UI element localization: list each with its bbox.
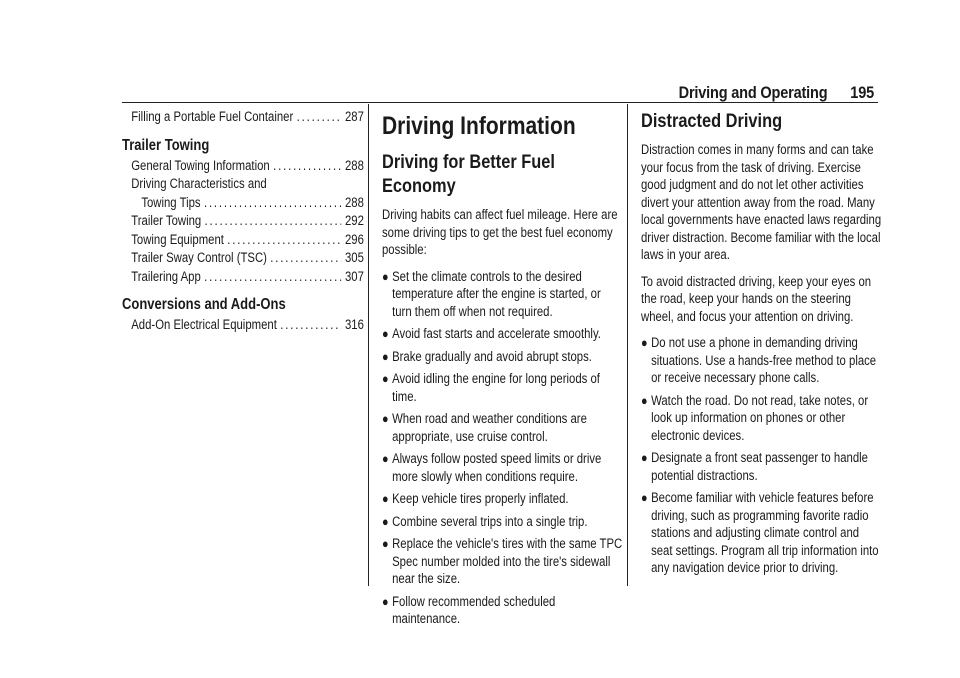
toc-entry-page: 307 — [344, 268, 364, 284]
toc-entry-page: 288 — [344, 157, 364, 173]
fuel-economy-intro: Driving habits can affect fuel mileage. Here are some driving tips to get the best fuel economy possible: — [382, 207, 618, 257]
driving-info-column — [382, 108, 622, 633]
toc-entry-page: 296 — [344, 231, 364, 247]
bullet-icon: ● — [382, 348, 389, 364]
driving-info-title: Driving Information — [382, 112, 576, 140]
toc-entry-page: 316 — [344, 317, 364, 332]
toc-entry[interactable] — [122, 108, 364, 127]
list-item-text: Designate a front seat passenger to handle potential distractions. — [651, 450, 868, 483]
bullet-icon: ● — [641, 450, 648, 465]
bullet-icon: ● — [641, 392, 648, 408]
distracted-driving-heading: Distracted Driving — [641, 110, 783, 132]
list-item-text: Become familiar with vehicle features before driving, such as programming favorite radio stations and adjusting climate control and seat settings. Program all trip information into any navigation device prior to driving. — [651, 490, 879, 575]
toc-entry[interactable] — [122, 212, 364, 231]
list-item — [382, 325, 622, 343]
toc-entry[interactable] — [122, 194, 364, 213]
toc-entry-label: General Towing Information — [131, 157, 270, 173]
toc-entry-label: Driving Characteristics and — [131, 176, 267, 191]
bullet-icon: ● — [641, 335, 648, 350]
list-item-text: Combine several trips into a single trip. — [392, 513, 588, 529]
toc-section-heading[interactable]: Trailer Towing — [122, 136, 210, 154]
toc-entry-label: Trailer Sway Control (TSC) — [131, 250, 267, 265]
bullet-icon: ● — [382, 268, 389, 284]
list-item-text: Set the climate controls to the desired temperature after the engine is started, or turn them off when not required. — [392, 268, 601, 319]
column-divider — [368, 104, 369, 586]
toc-entry[interactable] — [122, 268, 364, 287]
toc-section-heading[interactable]: Conversions and Add-Ons — [122, 296, 286, 313]
toc-entry[interactable] — [122, 249, 364, 268]
section-title: Driving and Operating — [678, 84, 828, 102]
toc-entry-page: 288 — [344, 194, 364, 210]
list-item — [382, 490, 622, 508]
list-item — [382, 410, 622, 445]
fuel-economy-heading: Driving for Better Fuel Economy — [382, 151, 555, 197]
list-item-text: Avoid fast starts and accelerate smoothly. — [392, 326, 601, 341]
bullet-icon: ● — [382, 326, 389, 341]
list-item — [641, 449, 881, 484]
bullet-icon: ● — [382, 451, 389, 466]
toc-entry[interactable] — [122, 231, 364, 250]
distracted-para-1: Distraction comes in many forms and can take your focus from the task of driving. Exercise good judgment and do not let other activities divert your attention away from the road. Many local governments have enacted laws regarding driver distraction. Become familiar with the local laws in your area. — [641, 142, 882, 262]
distracted-driving-column — [641, 108, 881, 582]
distracted-list — [641, 334, 881, 577]
toc-entry-page: 292 — [344, 213, 364, 228]
toc-entry-label: Towing Tips — [141, 194, 201, 210]
toc-entry-label: Towing Equipment — [131, 231, 224, 247]
list-item-text: Replace the vehicle's tires with the same TPC Spec number molded into the tire's sidewall near the size. — [392, 536, 623, 586]
toc-entry-label: Filling a Portable Fuel Container — [131, 109, 294, 124]
list-item — [382, 593, 622, 628]
bullet-icon: ● — [641, 490, 648, 505]
bullet-icon: ● — [382, 411, 389, 426]
list-item — [641, 334, 881, 387]
list-item — [382, 535, 622, 588]
list-item — [382, 348, 622, 366]
distracted-para-2: To avoid distracted driving, keep your eyes on the road, keep your hands on the steering wheel, and focus your attention on driving. — [641, 273, 872, 324]
list-item-text: Keep vehicle tires properly inflated. — [392, 491, 569, 506]
list-item — [382, 513, 622, 531]
list-item — [382, 370, 622, 405]
list-item-text: Do not use a phone in demanding driving situations. Use a hands-free method to place or receive necessary phone calls. — [651, 335, 877, 385]
list-item-text: Follow recommended scheduled maintenance. — [392, 593, 556, 626]
toc-entry[interactable] — [122, 157, 364, 176]
toc-entry-page: 305 — [344, 250, 364, 265]
list-item-text: Brake gradually and avoid abrupt stops. — [392, 348, 592, 364]
list-item — [641, 489, 881, 577]
list-item — [382, 268, 622, 321]
toc-entry[interactable] — [122, 316, 364, 335]
list-item-text: Avoid idling the engine for long periods of time. — [392, 371, 600, 404]
header-rule — [122, 102, 878, 103]
list-item-text: Always follow posted speed limits or drive more slowly when conditions require. — [392, 451, 602, 484]
toc-entry-page: 287 — [344, 109, 364, 124]
bullet-icon: ● — [382, 593, 389, 609]
toc-entry-label: Add-On Electrical Equipment — [131, 317, 277, 332]
list-item — [382, 450, 622, 485]
column-divider — [627, 104, 628, 586]
bullet-icon: ● — [382, 513, 389, 529]
bullet-icon: ● — [382, 371, 389, 386]
toc-entry-label: Trailer Towing — [131, 213, 202, 228]
list-item-text: When road and weather conditions are appropriate, use cruise control. — [392, 411, 587, 444]
list-item-text: Watch the road. Do not read, take notes, or look up information on phones or other electronic devices. — [651, 392, 869, 443]
bullet-icon: ● — [382, 536, 389, 551]
list-item — [641, 392, 881, 445]
page-number: 195 — [850, 84, 874, 102]
toc-column — [122, 108, 364, 335]
fuel-tips-list — [382, 268, 622, 628]
toc-entry-label: Trailering App — [131, 268, 201, 284]
bullet-icon: ● — [382, 491, 389, 506]
page-header — [679, 84, 874, 103]
